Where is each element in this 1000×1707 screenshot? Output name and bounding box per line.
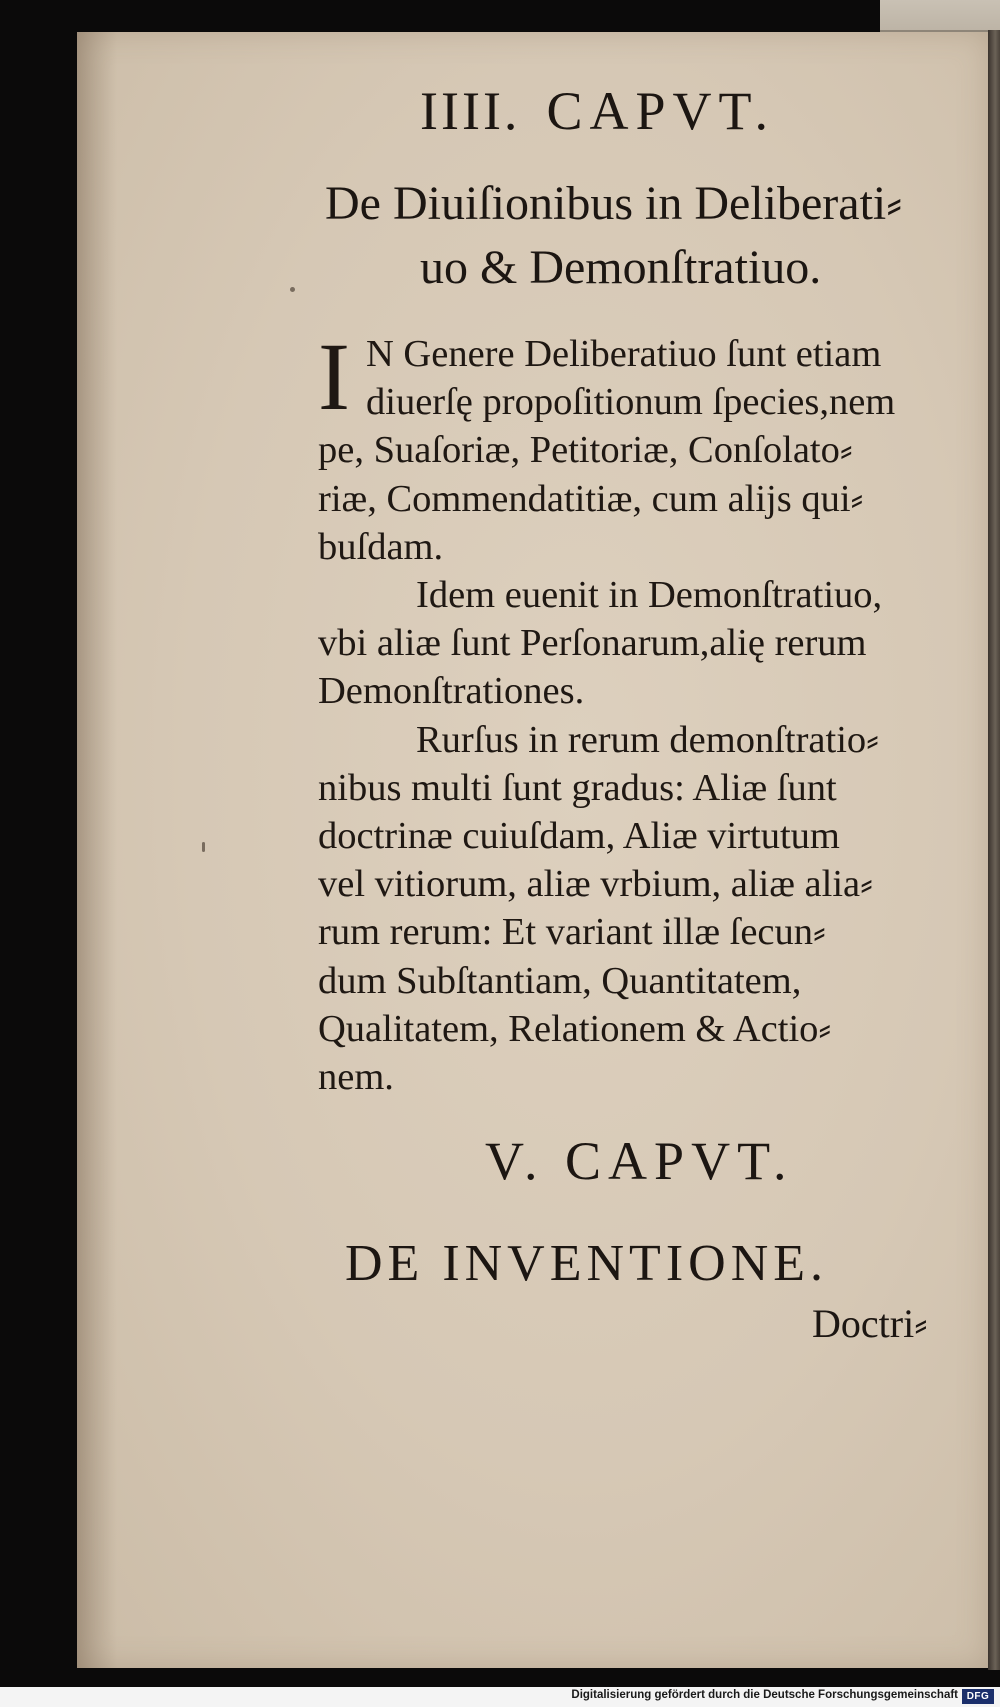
text-line-5: buſdam. (318, 525, 444, 568)
text-line-7: vbi aliæ ſunt Perſonarum,alię rerum (318, 622, 867, 665)
spine-shadow (77, 32, 117, 1668)
section-title (325, 172, 985, 300)
section-title-line-2: uo & Demonſtratiuo. (420, 241, 822, 294)
running-head (420, 80, 775, 142)
text-line-4: riæ, Commendatitiæ, cum alijs qui⸗ (318, 477, 864, 520)
text-line-8: Demonſtrationes. (318, 670, 585, 713)
page-speck (290, 287, 295, 292)
text-line-9: Rurſus in rerum demonſtratio⸗ (416, 718, 879, 761)
text-line-10: nibus multi ſunt gradus: Aliæ ſunt (318, 766, 837, 809)
text-line-3: pe, Suaſoriæ, Petitoriæ, Conſolato⸗ (318, 429, 853, 472)
text-line-6: Idem euenit in Demonſtratiuo, (416, 574, 883, 617)
dfg-logo-icon: DFG (962, 1689, 994, 1704)
text-line-12: vel vitiorum, aliæ vrbium, aliæ alia⸗ (318, 863, 873, 906)
section-title-line-1: De Diuiſionibus in Deliberati⸗ (325, 177, 903, 230)
catchword: Doctri⸗ (812, 1301, 928, 1346)
running-head-numeral: IIII. (420, 81, 521, 141)
running-head-word: CAPVT. (546, 81, 775, 141)
drop-cap: I (318, 323, 350, 430)
book-edge (988, 30, 1000, 1670)
chapter-title: DE INVENTIONE. (345, 1235, 829, 1292)
page-speck (202, 842, 205, 852)
text-line-16: nem. (318, 1056, 394, 1099)
page-edge-strip (880, 0, 1000, 32)
chapter-heading: V. CAPVT. (485, 1131, 794, 1191)
text-line-14: dum Subſtantiam, Quantitatem, (318, 959, 802, 1002)
text-line-1-content: N Genere Deliberatiuo ſunt etiam (366, 333, 882, 375)
text-line-2: diuerſę propoſitionum ſpecies,nem (366, 381, 896, 424)
text-line-13: rum rerum: Et variant illæ ſecun⸗ (318, 911, 826, 954)
text-line-11: doctrinæ cuiuſdam, Aliæ virtutum (318, 815, 840, 858)
body-text (318, 323, 978, 1101)
text-line-15: Qualitatem, Relationem & Actio⸗ (318, 1007, 832, 1050)
funding-credit: Digitalisierung gefördert durch die Deutsche Forschungsgemeinschaft (571, 1689, 958, 1701)
